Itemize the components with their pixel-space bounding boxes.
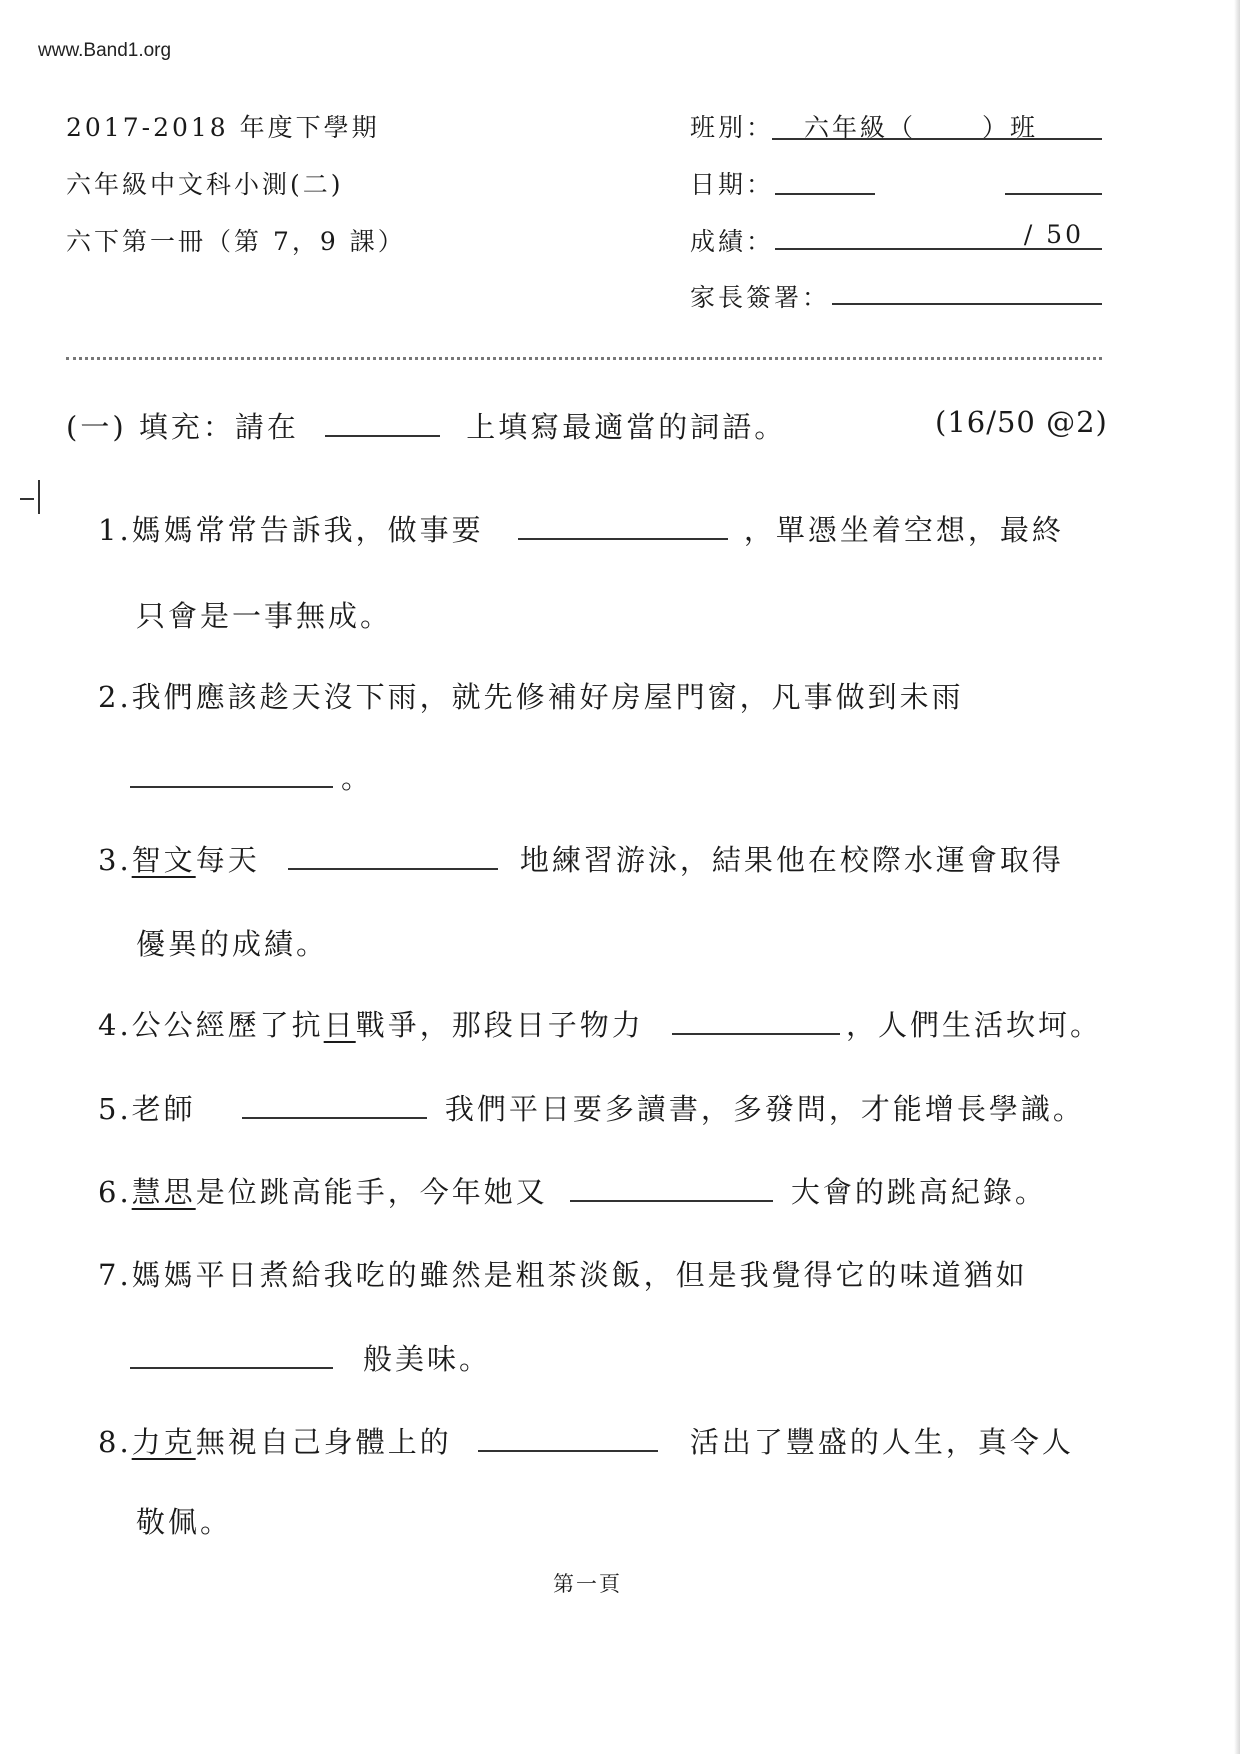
example-blank	[325, 431, 440, 437]
answer-blank-8[interactable]	[478, 1446, 658, 1452]
question-2: 2.我們應該趁天沒下雨，就先修補好房屋門窗，凡事做到未雨	[98, 680, 964, 714]
scan-edge	[1234, 0, 1240, 1754]
answer-blank-2[interactable]	[130, 782, 333, 788]
class-value-left: 六年級（	[804, 113, 917, 142]
answer-blank-1[interactable]	[518, 534, 728, 540]
answer-blank-6[interactable]	[570, 1196, 773, 1202]
question-2-cont: 。	[130, 756, 373, 797]
section-title: (一) 填充：請在 上填寫最適當的詞語。	[66, 410, 787, 444]
test-scope: 六下第一冊（第 7，9 課）	[66, 227, 406, 256]
term-label: 2017-2018 年度下學期	[66, 113, 380, 142]
answer-blank-4[interactable]	[672, 1029, 840, 1035]
scan-mark	[38, 480, 40, 514]
question-8-cont: 敬佩。	[136, 1505, 233, 1539]
parent-signature-field[interactable]	[832, 277, 1102, 305]
answer-blank-3[interactable]	[288, 864, 498, 870]
question-6: 6.慧思是位跳高能手，今年她又 大會的跳高紀錄。	[98, 1175, 1047, 1209]
date-label: 日期：	[690, 170, 775, 199]
parent-signature-label: 家長簽署：	[690, 283, 831, 312]
answer-blank-7[interactable]	[130, 1363, 333, 1369]
question-1: 1.媽媽常常告訴我，做事要 ，單憑坐着空想，最終	[98, 513, 1064, 547]
page-number: 第一頁	[553, 1572, 622, 1596]
date-field-b[interactable]	[1005, 167, 1102, 195]
score-label: 成績：	[690, 227, 775, 256]
watermark: www.Band1.org	[38, 40, 172, 61]
test-title: 六年級中文科小測(二)	[66, 170, 344, 199]
question-3-cont: 優異的成績。	[136, 927, 329, 961]
question-5: 5.老師 我們平日要多讀書，多發問，才能增長學識。	[98, 1092, 1085, 1126]
class-label: 班別：	[690, 113, 775, 142]
question-4: 4.公公經歷了抗日戰爭，那段日子物力 ，人們生活坎坷。	[98, 1008, 1102, 1042]
person-name: 力克	[131, 1425, 196, 1459]
section-marks: (16/50 @2)	[935, 405, 1108, 439]
question-7: 7.媽媽平日煮給我吃的雖然是粗茶淡飯，但是我覺得它的味道猶如	[98, 1258, 1028, 1292]
question-7-cont: 般美味。	[130, 1337, 491, 1378]
class-field[interactable]	[772, 110, 1102, 140]
date-field-a[interactable]	[775, 167, 875, 195]
answer-blank-5[interactable]	[242, 1113, 427, 1119]
score-total: / 50	[1023, 220, 1084, 249]
person-name: 慧思	[131, 1175, 196, 1209]
question-3: 3.智文每天 地練習游泳，結果他在校際水運會取得	[98, 843, 1064, 877]
divider	[66, 357, 1102, 360]
scan-mark	[20, 498, 34, 500]
question-1-cont: 只會是一事無成。	[136, 599, 393, 633]
class-row	[690, 108, 774, 144]
score-field[interactable]	[775, 220, 1102, 250]
person-name: 智文	[131, 843, 196, 877]
class-value-right: ）班	[982, 113, 1039, 142]
question-8: 8.力克無視自己身體上的 活出了豐盛的人生，真令人	[98, 1425, 1074, 1459]
